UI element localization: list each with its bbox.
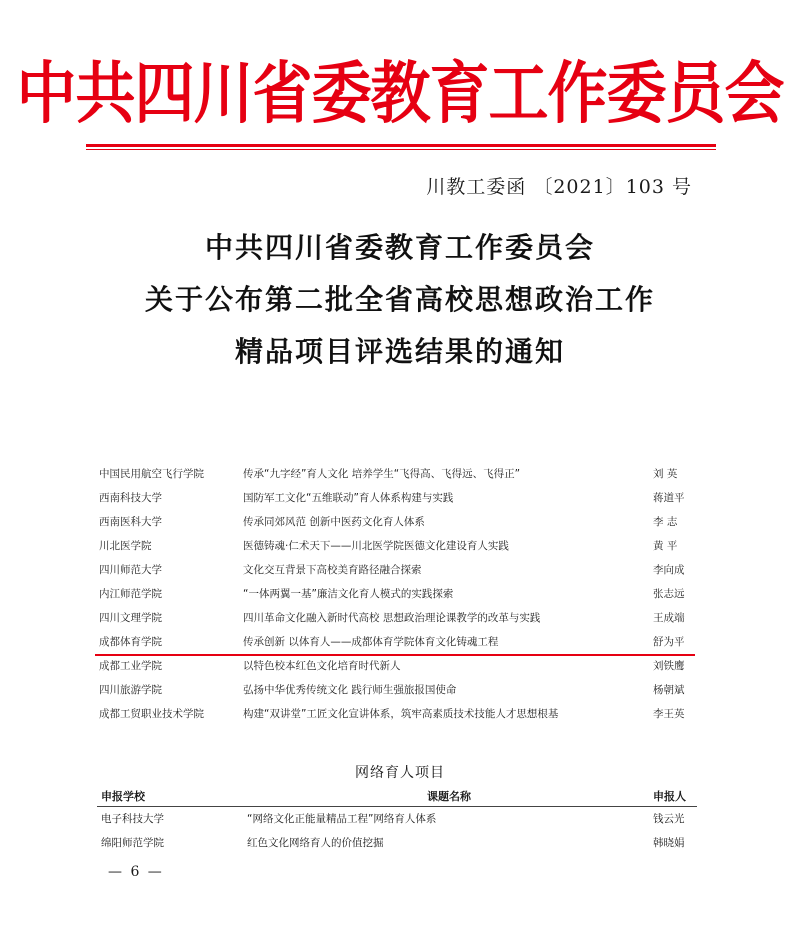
school-cell: 成都工业学院 xyxy=(99,660,162,672)
document-number: 川教工委函 〔2021〕103 号 xyxy=(426,176,692,198)
school-cell: 绵阳师范学院 xyxy=(101,837,164,849)
table-row xyxy=(97,678,697,702)
title-line-1: 中共四川省委教育工作委员会 xyxy=(204,231,595,264)
red-highlight-line xyxy=(95,654,695,656)
person-cell: 刘铁鹰 xyxy=(653,660,685,672)
school-cell: 成都工贸职业技术学院 xyxy=(99,708,204,720)
title-line-2: 关于公布第二批全省高校思想政治工作 xyxy=(144,283,655,316)
table-row xyxy=(97,558,697,582)
school-cell: 电子科技大学 xyxy=(101,813,164,825)
project-cell: 文化交互背景下高校美育路径融合探索 xyxy=(243,564,422,576)
school-cell: 四川文理学院 xyxy=(99,612,162,624)
person-cell: 李王英 xyxy=(653,708,685,720)
school-cell: 内江师范学院 xyxy=(99,588,162,600)
person-cell: 王成端 xyxy=(653,612,685,624)
header-project: 课题名称 xyxy=(427,790,471,803)
person-cell: 李 志 xyxy=(653,516,678,528)
person-cell: 杨朝斌 xyxy=(653,684,685,696)
school-cell: 四川旅游学院 xyxy=(99,684,162,696)
person-cell: 韩晓娟 xyxy=(653,837,685,849)
project-cell: 以特色校本红色文化培育时代新人 xyxy=(243,660,401,672)
school-cell: 四川师范大学 xyxy=(99,564,162,576)
school-cell: 西南医科大学 xyxy=(99,516,162,528)
person-cell: 蒋道平 xyxy=(653,492,685,504)
table-row xyxy=(97,510,697,534)
network-table-header xyxy=(97,786,697,806)
section-title: 网络育人项目 xyxy=(355,765,445,781)
table-row xyxy=(97,702,697,726)
page-number: — 6 — xyxy=(108,864,164,880)
project-cell: 弘扬中华优秀传统文化 践行师生强旅报国使命 xyxy=(243,684,457,696)
masthead-rule-thin xyxy=(86,149,716,150)
header-divider xyxy=(97,806,697,807)
school-cell: 成都体育学院 xyxy=(99,636,162,648)
table-row xyxy=(97,630,697,654)
table-row xyxy=(97,582,697,606)
header-school: 申报学校 xyxy=(101,790,145,803)
project-cell: “网络文化正能量精品工程”网络育人体系 xyxy=(247,813,437,825)
person-cell: 李向成 xyxy=(653,564,685,576)
table-row xyxy=(97,606,697,630)
table-row xyxy=(97,462,697,486)
person-cell: 钱云光 xyxy=(653,813,685,825)
school-cell: 川北医学院 xyxy=(99,540,152,552)
project-cell: 红色文化网络育人的价值挖掘 xyxy=(247,837,384,849)
table-row xyxy=(97,832,697,854)
project-cell: 国防军工文化“五维联动”育人体系构建与实践 xyxy=(243,492,454,504)
project-cell: 四川革命文化融入新时代高校 思想政治理论课教学的改革与实践 xyxy=(243,612,541,624)
masthead-rule-thick xyxy=(86,144,716,147)
project-cell: 传承创新 以体育人——成都体育学院体育文化铸魂工程 xyxy=(243,636,499,648)
person-cell: 张志远 xyxy=(653,588,685,600)
title-line-3: 精品项目评选结果的通知 xyxy=(234,335,565,368)
project-cell: 医德铸魂·仁术天下——川北医学院医德文化建设育人实践 xyxy=(243,540,509,552)
school-cell: 中国民用航空飞行学院 xyxy=(99,468,204,480)
person-cell: 舒为平 xyxy=(653,636,685,648)
project-cell: “一体两翼一基”廉洁文化育人模式的实践探索 xyxy=(243,588,454,600)
project-cell: 构建“双讲堂”工匠文化宣讲体系，筑牢高素质技术技能人才思想根基 xyxy=(243,708,559,720)
table-row xyxy=(97,534,697,558)
person-cell: 刘 英 xyxy=(653,468,678,480)
document-title xyxy=(0,222,800,378)
header-person: 申报人 xyxy=(653,790,686,803)
person-cell: 黄 平 xyxy=(653,540,678,552)
masthead-title: 中共四川省委教育工作委员会 xyxy=(16,54,784,134)
table-row xyxy=(97,486,697,510)
table-row xyxy=(97,808,697,830)
table-row xyxy=(97,654,697,678)
project-cell: 传承同郊风范 创新中医药文化育人体系 xyxy=(243,516,425,528)
project-table xyxy=(97,462,697,726)
school-cell: 西南科技大学 xyxy=(99,492,162,504)
project-cell: 传承“九字经”育人文化 培养学生“飞得高、飞得远、飞得正” xyxy=(243,468,521,480)
